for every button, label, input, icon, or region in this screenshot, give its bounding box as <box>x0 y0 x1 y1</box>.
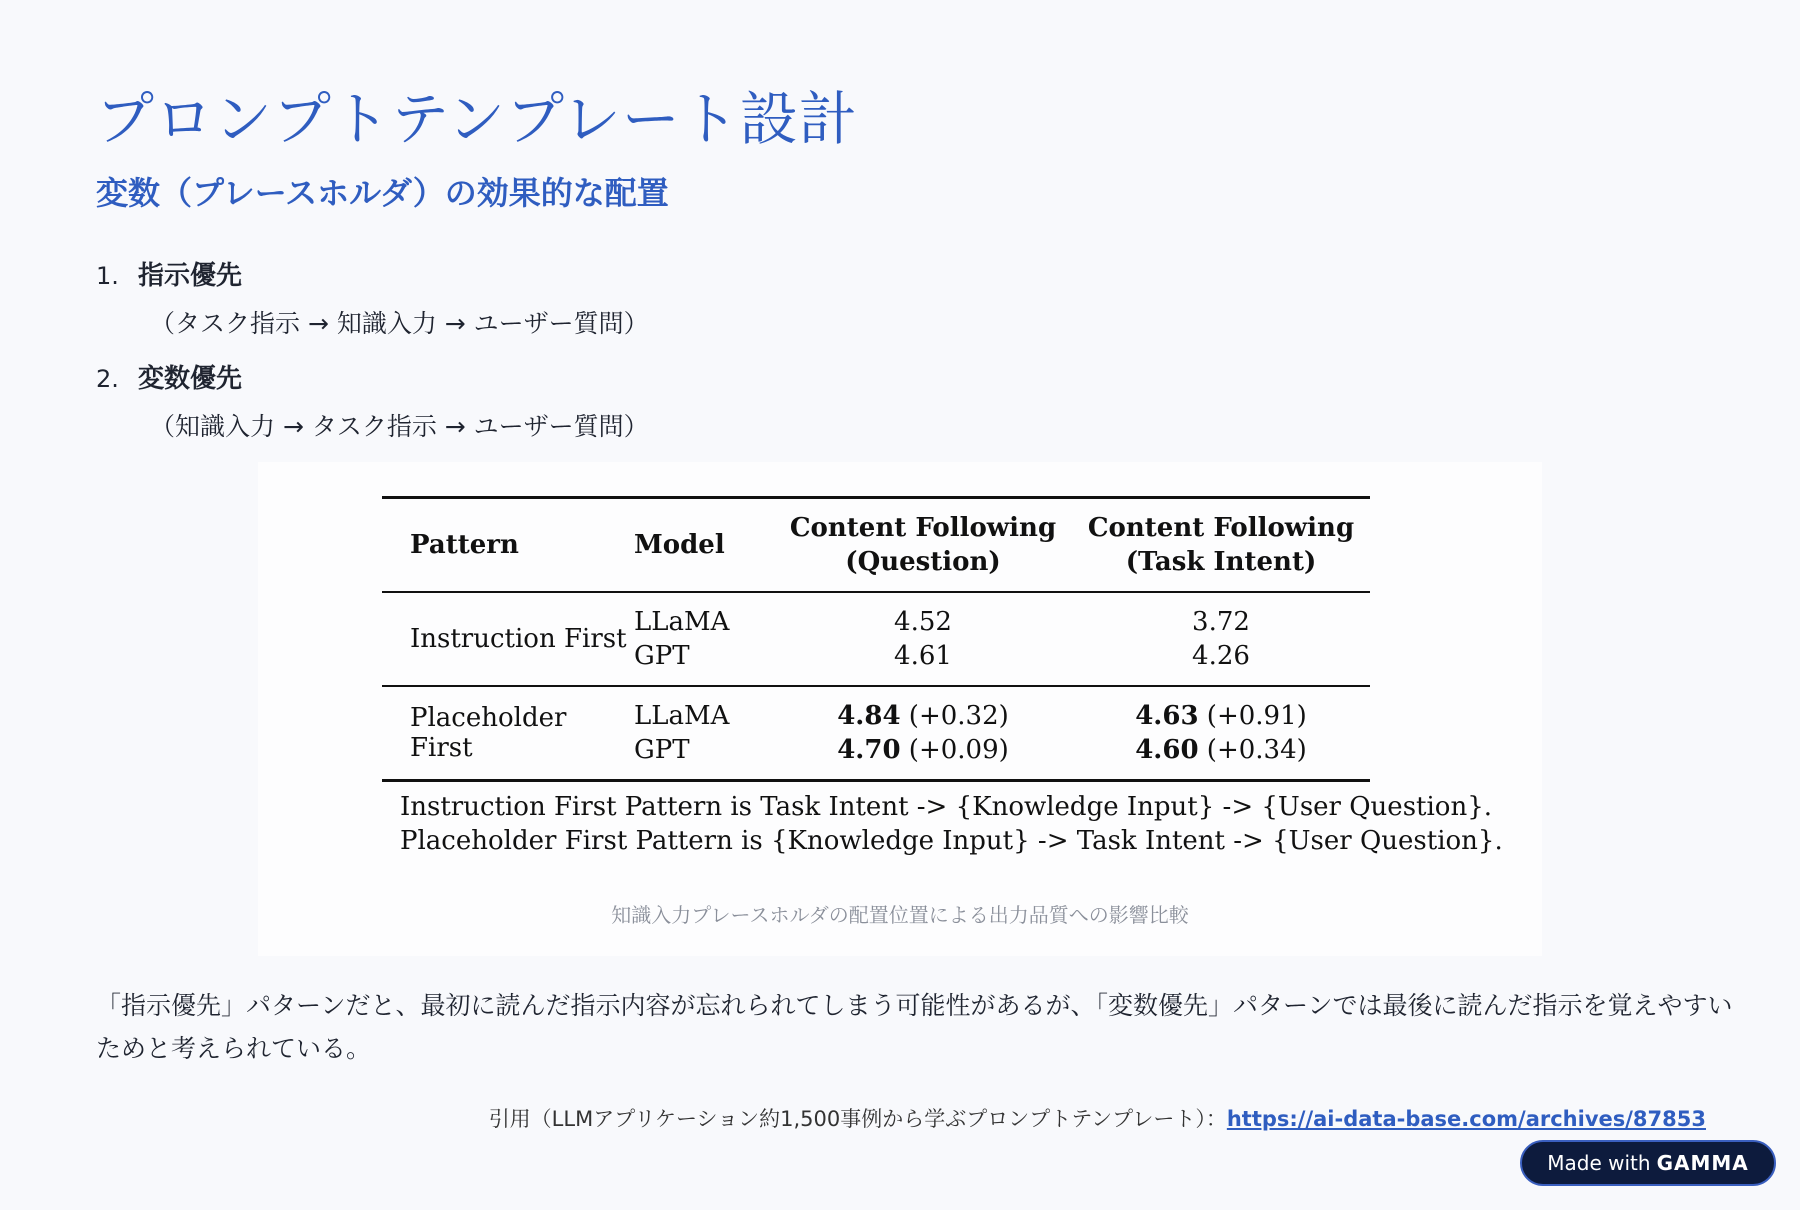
list-item <box>96 358 649 443</box>
table-note: Placeholder First Pattern is {Knowledge Input} -> Task Intent -> {User Question}. <box>400 826 1503 856</box>
list-number: 1. <box>96 262 119 290</box>
list-number: 2. <box>96 365 119 393</box>
table-row <box>382 687 1370 779</box>
score-delta: (+0.09) <box>900 735 1009 765</box>
row-models <box>634 605 774 673</box>
header-question-line2: (Question) <box>845 547 1001 577</box>
table-rule <box>382 779 1370 782</box>
citation <box>489 1103 1706 1133</box>
header-task-line1: Content Following <box>1087 513 1355 543</box>
row-pattern: Placeholder First <box>410 703 567 763</box>
made-with-gamma-badge[interactable] <box>1520 1140 1776 1186</box>
score-value: 4.26 <box>1192 641 1250 671</box>
header-question-line1: Content Following <box>789 513 1057 543</box>
score-delta: (+0.34) <box>1198 735 1307 765</box>
citation-link[interactable]: https://ai-data-base.com/archives/87853 <box>1226 1107 1706 1131</box>
score-value: 3.72 <box>1192 607 1250 637</box>
score-value: 4.70 <box>837 735 901 765</box>
score-value: 4.84 <box>837 701 901 731</box>
row-question-scores <box>774 605 1072 673</box>
results-table <box>382 496 1370 782</box>
row-models <box>634 699 774 767</box>
table-header-row <box>382 499 1370 591</box>
row-task-scores <box>1072 699 1370 767</box>
gamma-logo: GAMMA <box>1656 1151 1749 1175</box>
figure-caption: 知識入力プレースホルダの配置位置による出力品質への影響比較 <box>611 903 1189 927</box>
model-name: LLaMA <box>634 701 730 731</box>
body-paragraph: 「指示優先」パターンだと、最初に読んだ指示内容が忘れられてしまう可能性があるが、「変数優先」パターンでは最後に読んだ指示を覚えやすいためと考えられている。 <box>96 991 1733 1063</box>
score-delta: (+0.32) <box>900 701 1009 731</box>
header-task <box>1072 511 1370 579</box>
model-name: GPT <box>634 735 690 765</box>
header-question <box>774 511 1072 579</box>
row-question-scores <box>774 699 1072 767</box>
list-description: （知識入力 → タスク指示 → ユーザー質問） <box>150 412 649 441</box>
badge-text: Made with <box>1547 1151 1651 1175</box>
list-description: （タスク指示 → 知識入力 → ユーザー質問） <box>150 309 649 338</box>
row-task-scores <box>1072 605 1370 673</box>
pattern-list <box>96 255 649 461</box>
score-value: 4.52 <box>894 607 952 637</box>
score-delta: (+0.91) <box>1198 701 1307 731</box>
page-subtitle: 変数（プレースホルダ）の効果的な配置 <box>96 174 669 212</box>
model-name: LLaMA <box>634 607 730 637</box>
list-label: 指示優先 <box>138 261 243 291</box>
table-notes <box>400 790 1503 858</box>
table-row <box>382 593 1370 685</box>
score-value: 4.61 <box>894 641 952 671</box>
page-title: プロンプトテンプレート設計 <box>96 85 858 153</box>
list-label: 変数優先 <box>138 364 243 394</box>
table-figure <box>258 462 1542 956</box>
score-value: 4.63 <box>1135 701 1199 731</box>
header-model: Model <box>634 530 725 560</box>
table-note: Instruction First Pattern is Task Intent -> {Knowledge Input} -> {User Question}. <box>400 792 1492 822</box>
score-value: 4.60 <box>1135 735 1199 765</box>
row-pattern: Instruction First <box>410 624 627 654</box>
model-name: GPT <box>634 641 690 671</box>
header-task-line2: (Task Intent) <box>1125 547 1317 577</box>
citation-prefix: 引用（LLMアプリケーション約1,500事例から学ぶプロンプトテンプレート）： <box>488 1107 1227 1131</box>
header-pattern: Pattern <box>410 530 519 560</box>
list-item <box>96 255 649 340</box>
